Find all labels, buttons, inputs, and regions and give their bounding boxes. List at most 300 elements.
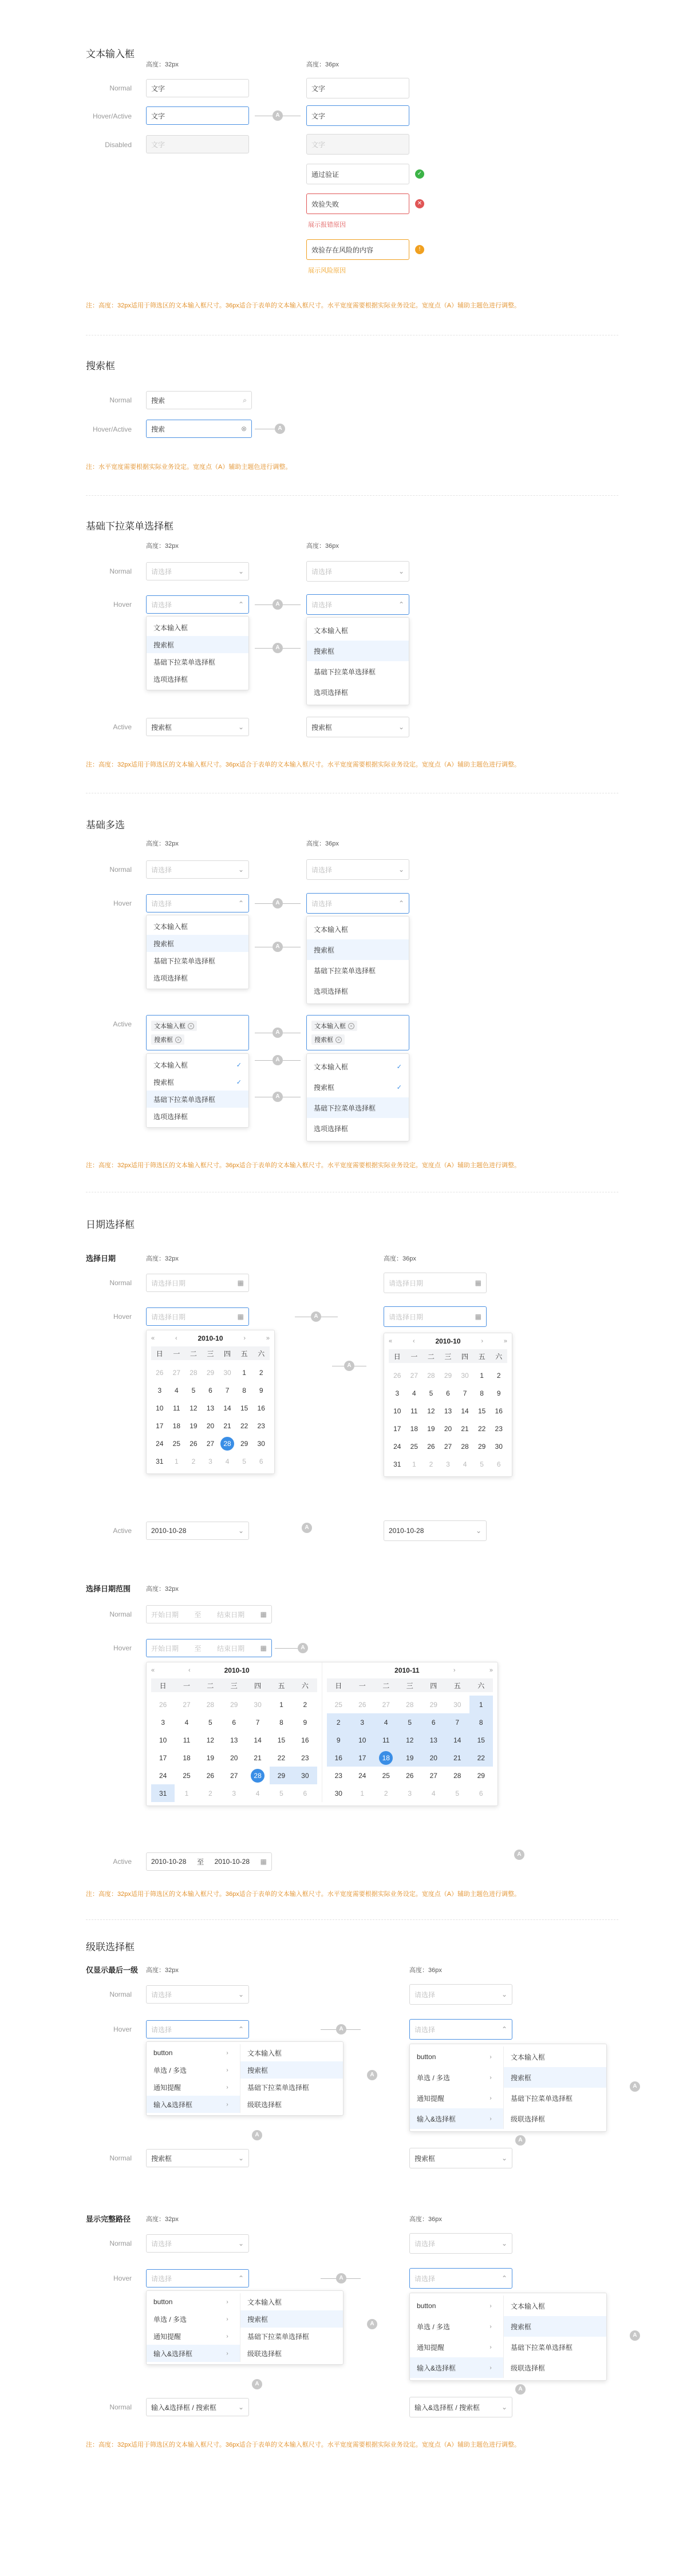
- calendar-day[interactable]: 3: [157, 1386, 162, 1394]
- cascader-32-hover[interactable]: 请选择 ⌃: [146, 2020, 249, 2038]
- cascader-option[interactable]: 输入&选择框 ›: [147, 2345, 240, 2362]
- date-input-32-active[interactable]: 2010-10-28 ⌄: [146, 1522, 249, 1540]
- calendar-day[interactable]: 26: [393, 1371, 401, 1380]
- dropdown-option[interactable]: 搜索框: [147, 935, 248, 952]
- calendar-day[interactable]: 16: [495, 1406, 503, 1415]
- cascader-option[interactable]: 级联选择框: [247, 2349, 282, 2358]
- prev-month-icon[interactable]: ‹: [412, 1338, 415, 1345]
- calendar-day[interactable]: 27: [230, 1771, 238, 1780]
- dropdown-option-checked[interactable]: 搜索框 ✓: [153, 1078, 242, 1086]
- calendar-day[interactable]: 21: [445, 1749, 469, 1767]
- calendar-day[interactable]: 1: [279, 1700, 283, 1709]
- calendar-day[interactable]: 15: [240, 1404, 248, 1412]
- calendar-day[interactable]: 6: [479, 1789, 483, 1797]
- dropdown-option[interactable]: 文本输入框: [314, 626, 349, 635]
- date-range-normal[interactable]: 开始日期 至 结束日期 ▦: [146, 1605, 272, 1623]
- calendar-day[interactable]: 4: [255, 1789, 260, 1797]
- calendar-day[interactable]: 6: [496, 1460, 501, 1468]
- calendar-day[interactable]: 28: [246, 1767, 269, 1784]
- calendar-day[interactable]: 2: [429, 1460, 433, 1468]
- text-input-32-normal[interactable]: 文字: [146, 79, 249, 97]
- calendar-day[interactable]: 15: [277, 1736, 286, 1744]
- calendar-day[interactable]: 22: [240, 1421, 248, 1430]
- calendar-day[interactable]: 27: [410, 1371, 418, 1380]
- date-input-32-hover[interactable]: 请选择日期 ▦: [146, 1307, 249, 1326]
- calendar-day[interactable]: 1: [360, 1789, 365, 1797]
- next-month-icon[interactable]: ›: [453, 1667, 456, 1674]
- calendar-day[interactable]: 4: [431, 1789, 436, 1797]
- calendar-day[interactable]: 2: [303, 1700, 307, 1709]
- calendar-day[interactable]: 30: [223, 1368, 231, 1377]
- calendar-day[interactable]: 7: [255, 1718, 260, 1726]
- calendar-day[interactable]: 3: [161, 1718, 165, 1726]
- prev-year-icon[interactable]: «: [151, 1335, 155, 1342]
- dropdown-option[interactable]: 基础下拉菜单选择框: [153, 957, 216, 965]
- calendar-day[interactable]: 9: [496, 1389, 501, 1397]
- calendar-day[interactable]: 6: [208, 1386, 212, 1394]
- calendar-day[interactable]: 19: [427, 1424, 435, 1433]
- calendar-day[interactable]: 11: [173, 1404, 180, 1412]
- calendar-day[interactable]: 26: [427, 1442, 435, 1451]
- calendar-day[interactable]: 13: [422, 1731, 446, 1749]
- cascader-option[interactable]: 单选 / 多选 ›: [410, 2316, 503, 2337]
- cascader-option[interactable]: 单选 / 多选 ›: [410, 2067, 503, 2088]
- calendar-day[interactable]: 12: [427, 1406, 435, 1415]
- calendar-day[interactable]: 1: [469, 1696, 493, 1713]
- dropdown-option[interactable]: 基础下拉菜单选择框: [314, 966, 376, 975]
- select-32-normal[interactable]: 请选择 ⌄: [146, 562, 249, 580]
- date-input-32-normal[interactable]: 请选择日期 ▦: [146, 1274, 249, 1292]
- dropdown-option[interactable]: 基础下拉菜单选择框: [314, 667, 376, 676]
- cascader-option[interactable]: 搜索框: [504, 2316, 606, 2337]
- cascader-32-normal[interactable]: 请选择 ⌄: [146, 1985, 249, 2004]
- calendar-day[interactable]: 1: [184, 1789, 189, 1797]
- close-icon[interactable]: ×: [348, 1023, 354, 1029]
- multiselect-36-hover[interactable]: 请选择 ⌃: [306, 893, 409, 914]
- calendar-day[interactable]: 19: [189, 1421, 198, 1430]
- calendar-day[interactable]: 3: [350, 1713, 374, 1731]
- calendar-day[interactable]: 31: [156, 1457, 164, 1465]
- calendar-day[interactable]: 11: [374, 1731, 398, 1749]
- calendar-day[interactable]: 5: [398, 1713, 422, 1731]
- calendar-day[interactable]: 12: [189, 1404, 198, 1412]
- search-input-focus[interactable]: 搜索 ⊗: [146, 420, 252, 438]
- calendar-day[interactable]: 11: [183, 1736, 191, 1744]
- text-input-36-normal[interactable]: 文字: [306, 78, 409, 98]
- cascader-option[interactable]: 级联选择框: [511, 2364, 546, 2372]
- calendar-day[interactable]: 20: [230, 1753, 238, 1762]
- calendar-day[interactable]: 21: [254, 1753, 262, 1762]
- dropdown-option[interactable]: 选项选择框: [153, 974, 188, 982]
- cascader-option[interactable]: 搜索框: [240, 2310, 343, 2328]
- calendar-day[interactable]: 17: [350, 1749, 374, 1767]
- calendar-day[interactable]: 9: [259, 1386, 263, 1394]
- calendar-day[interactable]: 10: [393, 1406, 401, 1415]
- prev-month-icon[interactable]: ‹: [188, 1667, 191, 1674]
- calendar-day[interactable]: 4: [412, 1389, 416, 1397]
- select-32-active[interactable]: 搜索框 ⌄: [146, 718, 249, 736]
- calendar-day[interactable]: 6: [232, 1718, 236, 1726]
- calendar-day[interactable]: 10: [350, 1731, 374, 1749]
- calendar-day[interactable]: 16: [257, 1404, 265, 1412]
- calendar-day[interactable]: 1: [242, 1368, 246, 1377]
- cascader-option[interactable]: 通知提醒 ›: [147, 2079, 240, 2096]
- calendar-day[interactable]: 12: [398, 1731, 422, 1749]
- calendar-day[interactable]: 8: [469, 1713, 493, 1731]
- next-year-icon[interactable]: »: [503, 1338, 507, 1345]
- dropdown-option[interactable]: 文本输入框: [314, 925, 349, 934]
- calendar-day[interactable]: 29: [429, 1700, 437, 1709]
- next-year-icon[interactable]: »: [266, 1335, 270, 1342]
- calendar-day[interactable]: 4: [463, 1460, 467, 1468]
- calendar-day[interactable]: 5: [429, 1389, 433, 1397]
- calendar-day[interactable]: 22: [477, 1424, 486, 1433]
- calendar-day[interactable]: 5: [455, 1789, 460, 1797]
- calendar-day[interactable]: 1: [480, 1371, 484, 1380]
- calendar-day[interactable]: 18: [172, 1421, 181, 1430]
- cascader-option[interactable]: 单选 / 多选 ›: [147, 2061, 240, 2079]
- select-36-hover[interactable]: 请选择 ⌃: [306, 594, 409, 615]
- calendar-day[interactable]: 30: [334, 1789, 342, 1797]
- calendar-day[interactable]: 27: [444, 1442, 452, 1451]
- cascader-option[interactable]: 基础下拉菜单选择框: [511, 2094, 573, 2103]
- calendar-day[interactable]: 22: [469, 1749, 493, 1767]
- calendar-day[interactable]: 9: [303, 1718, 307, 1726]
- calendar-day[interactable]: 1: [175, 1457, 179, 1465]
- dropdown-option[interactable]: 选项选择框: [314, 1124, 349, 1133]
- text-input-32-focus[interactable]: 文字: [146, 106, 249, 125]
- date-range-hover[interactable]: 开始日期 至 结束日期 ▦: [146, 1639, 272, 1657]
- calendar-day[interactable]: 7: [225, 1386, 230, 1394]
- calendar-day[interactable]: 28: [206, 1700, 215, 1709]
- multiselect-32-normal[interactable]: 请选择 ⌄: [146, 860, 249, 879]
- dropdown-option[interactable]: 文本输入框: [153, 623, 188, 632]
- chevron-down-icon: ⌄: [238, 723, 244, 731]
- cascader-option[interactable]: button ›: [147, 2044, 240, 2061]
- cascader-path-32-hover[interactable]: 请选择 ⌃: [146, 2269, 249, 2287]
- cascader-option[interactable]: button ›: [147, 2293, 240, 2310]
- date-input-36-hover[interactable]: 请选择日期 ▦: [384, 1306, 487, 1327]
- calendar-day[interactable]: 13: [444, 1406, 452, 1415]
- select-36-normal[interactable]: 请选择 ⌄: [306, 561, 409, 582]
- calendar-day[interactable]: 6: [446, 1389, 450, 1397]
- calendar-day[interactable]: 28: [461, 1442, 469, 1451]
- calendar-day[interactable]: 2: [191, 1457, 196, 1465]
- calendar-day[interactable]: 27: [172, 1368, 181, 1377]
- calendar-day[interactable]: 30: [257, 1439, 265, 1448]
- calendar-day[interactable]: 3: [232, 1789, 236, 1797]
- calendar-day[interactable]: 14: [461, 1406, 469, 1415]
- calendar-day[interactable]: 31: [393, 1460, 401, 1468]
- calendar-day[interactable]: 23: [301, 1753, 309, 1762]
- date-range-active[interactable]: 2010-10-28 至 2010-10-28 ▦: [146, 1852, 272, 1871]
- calendar-day[interactable]: 8: [242, 1386, 246, 1394]
- dropdown-option[interactable]: 搜索框: [307, 939, 409, 960]
- cascader-option[interactable]: button ›: [410, 2046, 503, 2067]
- dropdown-option-checked[interactable]: 文本输入框 ✓: [153, 1061, 242, 1069]
- selected-tag[interactable]: 文本输入框 ×: [151, 1021, 197, 1031]
- calendar-day[interactable]: 29: [206, 1368, 215, 1377]
- calendar-day[interactable]: 19: [206, 1753, 215, 1762]
- calendar-day[interactable]: 3: [446, 1460, 450, 1468]
- close-icon[interactable]: ×: [335, 1037, 342, 1043]
- calendar-day[interactable]: 15: [477, 1406, 486, 1415]
- selected-tag[interactable]: 文本输入框 ×: [311, 1021, 357, 1031]
- height-label-36: 高度：36px: [384, 1255, 416, 1262]
- calendar-day[interactable]: 7: [445, 1713, 469, 1731]
- calendar-day[interactable]: 23: [495, 1424, 503, 1433]
- dropdown-option[interactable]: 选项选择框: [153, 675, 188, 683]
- dropdown-option[interactable]: 选项选择框: [314, 987, 349, 995]
- calendar-day[interactable]: 24: [159, 1771, 167, 1780]
- calendar-day[interactable]: 5: [242, 1457, 246, 1465]
- cascader-option[interactable]: 文本输入框: [247, 2298, 282, 2306]
- cascader-option[interactable]: button ›: [410, 2296, 503, 2316]
- select-32-hover[interactable]: 请选择 ⌃: [146, 595, 249, 614]
- calendar-day[interactable]: 3: [408, 1789, 412, 1797]
- dropdown-option[interactable]: 搜索框: [307, 641, 409, 661]
- calendar-day[interactable]: 27: [206, 1439, 215, 1448]
- calendar-month: 2010-10: [198, 1334, 223, 1342]
- calendar-day[interactable]: 24: [358, 1771, 366, 1780]
- multiselect-dropdown-36: [306, 916, 409, 1004]
- calendar-day[interactable]: 10: [156, 1404, 164, 1412]
- calendar-day[interactable]: 17: [156, 1421, 164, 1430]
- date-input-36-normal[interactable]: 请选择日期 ▦: [384, 1273, 487, 1293]
- calendar-day[interactable]: 23: [334, 1771, 342, 1780]
- cascader-option[interactable]: 输入&选择框 ›: [410, 2357, 503, 2378]
- multiselect-dropdown-32: [146, 915, 249, 989]
- next-month-icon[interactable]: ›: [481, 1338, 483, 1345]
- calendar-day[interactable]: 28: [219, 1435, 236, 1452]
- calendar-day[interactable]: 5: [191, 1386, 196, 1394]
- cascader-36-hover[interactable]: 请选择 ⌃: [409, 2019, 512, 2040]
- calendar-day[interactable]: 17: [393, 1424, 401, 1433]
- calendar-day[interactable]: 21: [223, 1421, 231, 1430]
- cascader-option[interactable]: 级联选择框: [511, 2115, 546, 2123]
- calendar-day[interactable]: 30: [293, 1767, 317, 1784]
- calendar-day[interactable]: 26: [156, 1368, 164, 1377]
- dropdown-option[interactable]: 文本输入框: [153, 922, 188, 931]
- calendar-day[interactable]: 3: [208, 1457, 212, 1465]
- calendar-day[interactable]: 28: [189, 1368, 198, 1377]
- calendar-day[interactable]: 14: [445, 1731, 469, 1749]
- calendar-day[interactable]: 29: [444, 1371, 452, 1380]
- cascader-option[interactable]: 基础下拉菜单选择框: [247, 2332, 310, 2341]
- calendar-day[interactable]: 18: [374, 1749, 398, 1767]
- search-input-normal[interactable]: 搜索 ⌕: [146, 391, 252, 409]
- text-input-error[interactable]: 效验失败: [306, 193, 409, 214]
- calendar-day[interactable]: 5: [480, 1460, 484, 1468]
- calendar-day[interactable]: 25: [382, 1771, 390, 1780]
- calendar-day[interactable]: 4: [184, 1718, 189, 1726]
- clear-icon[interactable]: ⊗: [240, 425, 247, 433]
- weekday-header: 六: [469, 1678, 493, 1692]
- calendar-month: 2010-11: [394, 1666, 420, 1674]
- prev-year-icon[interactable]: «: [389, 1338, 393, 1345]
- text-input-valid[interactable]: 通过验证: [306, 164, 409, 184]
- calendar-day[interactable]: 25: [410, 1442, 418, 1451]
- text-input-warning[interactable]: 效验存在风险的内容: [306, 239, 409, 260]
- calendar-day[interactable]: 13: [206, 1404, 215, 1412]
- height-label-32: 高度：32px: [146, 1967, 179, 1974]
- multiselect-36-active[interactable]: [306, 1015, 409, 1050]
- multiselect-32-active[interactable]: [146, 1015, 249, 1050]
- selected-tag[interactable]: 搜索框 ×: [151, 1034, 184, 1045]
- calendar-day[interactable]: 5: [208, 1718, 212, 1726]
- calendar-day[interactable]: 5: [279, 1789, 283, 1797]
- calendar-day[interactable]: 22: [277, 1753, 286, 1762]
- calendar-day[interactable]: 11: [410, 1406, 418, 1415]
- row-label-hover-active: Hover/Active: [92, 112, 132, 120]
- calendar-day[interactable]: 8: [279, 1718, 283, 1726]
- calendar-day[interactable]: 6: [422, 1713, 446, 1731]
- cascader-path-36-normal[interactable]: 请选择 ⌄: [409, 2233, 512, 2254]
- calendar-day[interactable]: 4: [225, 1457, 230, 1465]
- calendar-day[interactable]: 26: [159, 1700, 167, 1709]
- calendar-day[interactable]: 3: [395, 1389, 400, 1397]
- calendar-day[interactable]: 27: [183, 1700, 191, 1709]
- calendar-day[interactable]: 10: [159, 1736, 167, 1744]
- calendar-day[interactable]: 20: [444, 1424, 452, 1433]
- calendar-day[interactable]: 4: [374, 1713, 398, 1731]
- calendar-day[interactable]: 23: [257, 1421, 265, 1430]
- calendar-day[interactable]: 29: [477, 1771, 485, 1780]
- calendar-day[interactable]: 14: [254, 1736, 262, 1744]
- calendar-day[interactable]: 29: [230, 1700, 238, 1709]
- calendar-day[interactable]: 18: [183, 1753, 191, 1762]
- calendar-day[interactable]: 30: [453, 1700, 461, 1709]
- calendar-day[interactable]: 29: [477, 1442, 486, 1451]
- calendar-day[interactable]: 7: [463, 1389, 467, 1397]
- calendar-day[interactable]: 13: [230, 1736, 238, 1744]
- calendar-day[interactable]: 27: [382, 1700, 390, 1709]
- prev-year-icon[interactable]: «: [151, 1667, 155, 1674]
- calendar-day[interactable]: 25: [172, 1439, 181, 1448]
- prev-month-icon[interactable]: ‹: [175, 1335, 177, 1342]
- calendar-day[interactable]: 31: [151, 1784, 175, 1802]
- calendar-day[interactable]: 24: [393, 1442, 401, 1451]
- dropdown-option-checked[interactable]: 文本输入框 ✓: [314, 1062, 402, 1071]
- calendar-day[interactable]: 20: [422, 1749, 446, 1767]
- cascader-option[interactable]: 输入&选择框 ›: [147, 2096, 240, 2113]
- selected-tag[interactable]: 搜索框 ×: [311, 1034, 345, 1045]
- cascader-option[interactable]: 通知提醒 ›: [410, 2337, 503, 2357]
- dropdown-option[interactable]: 基础下拉菜单选择框: [147, 1091, 248, 1108]
- cascader-option[interactable]: 通知提醒 ›: [147, 2328, 240, 2345]
- calendar-day[interactable]: 8: [480, 1389, 484, 1397]
- cascader-option[interactable]: 单选 / 多选 ›: [147, 2310, 240, 2328]
- dropdown-option[interactable]: 基础下拉菜单选择框: [153, 658, 216, 666]
- multiselect-32-hover[interactable]: 请选择 ⌃: [146, 894, 249, 912]
- calendar-day[interactable]: 28: [453, 1771, 461, 1780]
- cascader-32-selected[interactable]: 搜索框 ⌄: [146, 2149, 249, 2167]
- calendar-day[interactable]: 17: [159, 1753, 167, 1762]
- calendar-day[interactable]: 28: [427, 1371, 435, 1380]
- cascader-path-36-hover[interactable]: 请选择 ⌃: [409, 2268, 512, 2289]
- calendar-day[interactable]: 2: [259, 1368, 263, 1377]
- calendar-day[interactable]: 24: [156, 1439, 164, 1448]
- cascader-option[interactable]: 基础下拉菜单选择框: [511, 2343, 573, 2352]
- multiselect-dropdown-36-active: [306, 1053, 409, 1141]
- dropdown-option[interactable]: 基础下拉菜单选择框: [307, 1097, 409, 1118]
- multiselect-36-normal[interactable]: 请选择 ⌄: [306, 859, 409, 880]
- dropdown-option[interactable]: 选项选择框: [153, 1112, 188, 1121]
- calendar-day[interactable]: 25: [334, 1700, 342, 1709]
- calendar-day[interactable]: 26: [206, 1771, 215, 1780]
- calendar-day[interactable]: 18: [410, 1424, 418, 1433]
- cascader-option[interactable]: 输入&选择框 ›: [410, 2108, 503, 2129]
- calendar-day[interactable]: 26: [189, 1439, 198, 1448]
- calendar-grid: [384, 1349, 512, 1473]
- calendar-day[interactable]: 27: [429, 1771, 437, 1780]
- calendar-day[interactable]: 6: [303, 1789, 307, 1797]
- calendar-day[interactable]: 16: [327, 1749, 351, 1767]
- cascader-option[interactable]: 基础下拉菜单选择框: [247, 2083, 310, 2092]
- next-year-icon[interactable]: »: [489, 1667, 493, 1674]
- next-month-icon[interactable]: ›: [243, 1335, 246, 1342]
- dropdown-option-checked[interactable]: 搜索框 ✓: [314, 1083, 402, 1092]
- calendar-day[interactable]: 26: [358, 1700, 366, 1709]
- calendar-day[interactable]: 2: [327, 1713, 351, 1731]
- cascader-option[interactable]: 文本输入框: [511, 2302, 546, 2310]
- calendar-day[interactable]: 2: [496, 1371, 501, 1380]
- calendar-day[interactable]: 2: [384, 1789, 388, 1797]
- calendar-day[interactable]: 20: [206, 1421, 215, 1430]
- calendar-day[interactable]: 30: [254, 1700, 262, 1709]
- cascader-path-32-normal[interactable]: 请选择 ⌄: [146, 2234, 249, 2253]
- calendar-day[interactable]: 29: [240, 1439, 248, 1448]
- select-36-active[interactable]: 搜索框 ⌄: [306, 717, 409, 737]
- calendar-day[interactable]: 19: [398, 1749, 422, 1767]
- calendar-day[interactable]: 30: [461, 1371, 469, 1380]
- calendar-day[interactable]: 9: [327, 1731, 351, 1749]
- cascader-option[interactable]: 搜索框: [240, 2061, 343, 2079]
- cascader-path-32-selected[interactable]: 输入&选择框 / 搜索框 ⌄: [146, 2398, 249, 2416]
- cascader-option[interactable]: 通知提醒 ›: [410, 2088, 503, 2108]
- close-icon[interactable]: ×: [188, 1023, 194, 1029]
- cascader-option[interactable]: 文本输入框: [511, 2053, 546, 2061]
- calendar-day[interactable]: 28: [406, 1700, 414, 1709]
- calendar-day[interactable]: 25: [183, 1771, 191, 1780]
- close-icon[interactable]: ×: [175, 1037, 181, 1043]
- calendar-day[interactable]: 2: [208, 1789, 212, 1797]
- cascader-option[interactable]: 搜索框: [504, 2067, 606, 2088]
- range-calendar-popup: [146, 1662, 498, 1806]
- cascader-path-36-selected[interactable]: 输入&选择框 / 搜索框 ⌄: [409, 2397, 512, 2417]
- cascader-36-selected[interactable]: 搜索框 ⌄: [409, 2148, 512, 2168]
- cascader-option[interactable]: 文本输入框: [247, 2049, 282, 2057]
- calendar-day[interactable]: 15: [469, 1731, 493, 1749]
- calendar-day[interactable]: 4: [175, 1386, 179, 1394]
- cascader-36-normal[interactable]: 请选择 ⌄: [409, 1984, 512, 2005]
- calendar-day[interactable]: 30: [495, 1442, 503, 1451]
- date-input-36-active[interactable]: 2010-10-28 ⌄: [384, 1520, 487, 1541]
- calendar-day[interactable]: 12: [206, 1736, 215, 1744]
- calendar-day[interactable]: 1: [412, 1460, 416, 1468]
- text-input-36-focus[interactable]: 文字: [306, 105, 409, 126]
- cascader-option[interactable]: 级联选择框: [247, 2100, 282, 2109]
- calendar-day[interactable]: 14: [223, 1404, 231, 1412]
- calendar-day[interactable]: 16: [301, 1736, 309, 1744]
- calendar-grid-right: [322, 1678, 498, 1802]
- calendar-day[interactable]: 29: [270, 1767, 293, 1784]
- calendar-day[interactable]: 6: [259, 1457, 263, 1465]
- calendar-day[interactable]: 26: [406, 1771, 414, 1780]
- calendar-day[interactable]: 21: [461, 1424, 469, 1433]
- dropdown-option[interactable]: 搜索框: [147, 636, 248, 653]
- dropdown-option[interactable]: 选项选择框: [314, 688, 349, 697]
